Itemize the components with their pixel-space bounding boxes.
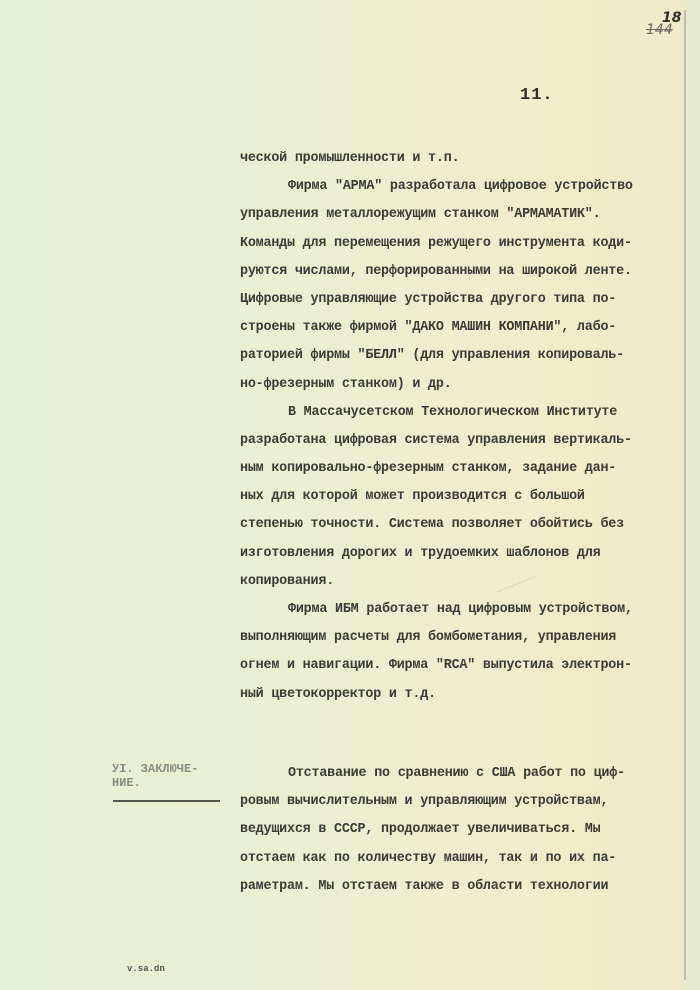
page-section-number: 11. xyxy=(520,86,554,105)
text-line: управления металлорежущим станком "АРМАМАТИК". xyxy=(240,207,601,223)
body-text-bottom xyxy=(240,760,685,901)
archive-page-number xyxy=(646,10,682,38)
text-line: отстаем как по количеству машин, так и по их па- xyxy=(240,850,617,866)
text-line: но-фрезерным станком) и др. xyxy=(240,376,452,392)
handwritten-page-number: 18 xyxy=(662,10,682,26)
text-line: ческой промышленности и т.п. xyxy=(240,151,460,166)
text-line: Отставание по сравнению с США работ по циф- xyxy=(288,766,625,781)
text-line: степенью точности. Система позволяет обойтись без xyxy=(240,517,624,533)
text-line: огнем и навигации. Фирма "RCA" выпустила электрон- xyxy=(240,658,632,674)
text-line: ных для которой может производится с большой xyxy=(240,489,585,505)
text-line: изготовления дорогих и трудоемких шаблонов для xyxy=(240,545,601,561)
margin-heading-line-1: УI. ЗАКЛЮЧЕ- xyxy=(112,762,199,776)
text-line: Фирма "АРМА" разработала цифровое устройство xyxy=(288,179,633,195)
text-line: раметрам. Мы отстаем также в области технологии xyxy=(240,878,609,894)
text-line: раторией фирмы "БЕЛЛ" (для управления копироваль- xyxy=(240,348,624,364)
text-line: разработана цифровая система управления вертикаль- xyxy=(240,432,632,448)
text-line: ным копировально-фрезерным станком, задание дан- xyxy=(240,461,617,477)
margin-section-heading xyxy=(112,762,198,790)
margin-heading-line-2: НИЕ. xyxy=(112,776,141,790)
footer-mark: v.sa.dn xyxy=(127,964,165,974)
struck-page-number: 144 xyxy=(646,22,673,38)
text-line: В Массачусетском Технологическом Институте xyxy=(288,404,618,420)
text-line: строены также фирмой "ДАКО МАШИН КОМПАНИ", лабо- xyxy=(240,320,617,336)
text-line: ровым вычислительным и управляющим устройствам, xyxy=(240,794,609,810)
text-line: ный цветокорректор и т.д. xyxy=(240,686,436,702)
text-line: выполняющим расчеты для бомбометания, управления xyxy=(240,630,617,646)
text-line: Фирма ИБМ работает над цифровым устройством, xyxy=(288,602,633,617)
text-line: Команды для перемещения режущего инструмента коди- xyxy=(240,235,632,251)
margin-heading-underline xyxy=(113,800,220,802)
text-line: Цифровые управляющие устройства другого типа по- xyxy=(240,291,617,307)
text-line: копирования. xyxy=(240,573,335,589)
text-line: ведущихся в СССР, продолжает увеличиваться. Мы xyxy=(240,822,601,838)
text-line: руются числами, перфорированными на широкой ленте. xyxy=(240,263,632,279)
body-text-top xyxy=(240,145,685,709)
